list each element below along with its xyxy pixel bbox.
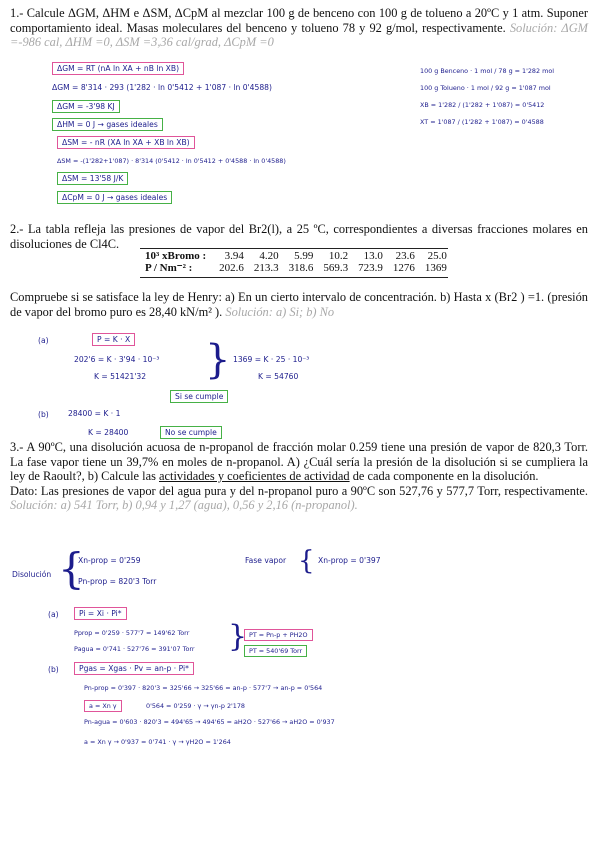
table-cell: 5.99	[294, 250, 314, 262]
p2-part-a-label: (a)	[38, 336, 49, 345]
problem-2-text2: Compruebe si se satisface la ley de Henry: a) En un cierto intervalo de concentración. b) Hasta x (Br2 ) =1. (presión de vapor del bromo puro es 28,40 kN/m² ).	[10, 290, 588, 319]
table-cell: 202.6	[219, 262, 244, 274]
table-row-pressure	[140, 262, 452, 274]
p1-entropy-formula: ΔSM = - nR (XA ln XA + XB ln XB)	[57, 136, 195, 149]
p3-pt-value: PT = 540'69 Torr	[244, 645, 307, 657]
p3-disolucion-label: Disolución	[12, 570, 52, 579]
p1-fraction-toluene: XT = 1'087 / (1'282 + 1'087) = 0'4588	[420, 118, 544, 126]
table-cell: 318.6	[288, 262, 314, 274]
p3-p-agua: Pagua = 0'741 · 527'76 = 391'07 Torr	[74, 645, 195, 653]
p2-henry-law: P = K · X	[92, 333, 135, 346]
brace: }	[228, 619, 248, 654]
p3-x-nprop: Xn-prop = 0'259	[78, 556, 141, 565]
table-bottom-rule	[140, 277, 448, 278]
table-cell: 569.3	[323, 262, 349, 274]
table-label-fraction: 10³ xBromo :	[145, 250, 207, 262]
p3-activity-water: Pn-agua = 0'603 · 820'3 = 494'65 → 494'65 = aH2O · 527'66 → aH2O = 0'937	[84, 718, 335, 726]
p3-fase-vapor-label: Fase vapor	[245, 556, 287, 565]
p3-activity-propanol: Pn-prop = 0'397 · 820'3 = 325'66 → 325'66 = an-p · 577'7 → an-p = 0'564	[84, 684, 323, 692]
p3-part-b-label: (b)	[48, 665, 59, 674]
problem-2-statement: 2.- La tabla refleja las presiones de vapor del Br2(l), a 25 ºC, correspondientes a diversas fracciones molares en disoluciones de Cl4C.	[10, 222, 588, 251]
p3-p-nprop: Pn-prop = 820'3 Torr	[78, 577, 157, 586]
p2-eq2: 1369 = K · 25 · 10⁻³	[233, 355, 310, 364]
p1-heat-capacity-result: ΔCpM = 0 J → gases ideales	[57, 191, 172, 204]
p3-gamma-propanol: 0'564 = 0'259 · γ → γn-p 2'178	[146, 702, 245, 710]
problem-2-solution: Solución: a) Si; b) No	[225, 304, 335, 319]
problem-3-text-a: 3.- A 90ºC, una disolución acuosa de n-propanol de fracción molar 0.259 tiene una presión de vapor de 820,3 Torr. La fase vapor tiene un 39,7% en moles de n-propanol. A) ¿Cuál sería la presión de la disolución si se cumpliera la ley de Raoult?, b) Calcule las	[10, 440, 588, 484]
table-cell: 13.0	[363, 250, 383, 262]
p2-part-b-label: (b)	[38, 410, 49, 419]
p2-conclusion-b: No se cumple	[160, 426, 222, 439]
brace: {	[58, 544, 85, 593]
p2-eq1: 202'6 = K · 3'94 · 10⁻³	[74, 355, 160, 364]
table-cell: 10.2	[328, 250, 349, 262]
p1-gibbs-substitution: ΔGM = 8'314 · 293 (1'282 · ln 0'5412 + 1'087 · ln 0'4588)	[52, 83, 272, 92]
table-cell: 3.94	[224, 250, 244, 262]
table-cell: 213.3	[253, 262, 279, 274]
problem-1-statement	[10, 6, 588, 50]
p3-raoult-law: Pi = Xi · Pi*	[74, 607, 127, 620]
table-top-rule	[140, 248, 448, 249]
problem-3-text-b: de cada componente en la disolución.	[352, 469, 539, 484]
table-cell: 25.0	[427, 250, 447, 262]
p2-conclusion-a: Si se cumple	[170, 390, 228, 403]
p3-activity-definition: Pgas = Xgas · Pv = an-p · Pi*	[74, 662, 194, 675]
p2-k2: K = 54760	[258, 372, 299, 381]
p1-entropy-substitution: ΔSM = -(1'282+1'087) · 8'314 (0'5412 · ln 0'5412 + 0'4588 · ln 0'4588)	[57, 157, 286, 165]
p3-p-prop: Pprop = 0'259 · 577'7 = 149'62 Torr	[74, 629, 190, 637]
p1-enthalpy-result: ΔHM = 0 J → gases ideales	[52, 118, 163, 131]
p1-gibbs-formula: ΔGM = RT (nA ln XA + nB ln XB)	[52, 62, 184, 75]
vapor-pressure-table	[140, 250, 452, 274]
p3-gamma-definition: a = Xn γ	[84, 700, 122, 712]
brace: {	[298, 546, 315, 576]
table-cell: 1276	[392, 262, 415, 274]
problem-3-solution: Solución: a) 541 Torr, b) 0,94 y 1,27 (agua), 0,56 y 2,16 (n-propanol).	[10, 498, 358, 513]
p1-moles-benzene: 100 g Benceno · 1 mol / 78 g = 1'282 mol	[420, 67, 555, 75]
problem-1-text: 1.- Calcule ΔGM, ΔHM e ΔSM, ΔCpM al mezclar 100 g de benceno con 100 g de tolueno a 20ºC y 1 atm. Suponer comportamiento ideal. Masas moleculares del benceno y tolueno 78 y 92 g/mol, respectivamente.	[10, 6, 588, 35]
p1-entropy-result: ΔSM = 13'58 J/K	[57, 172, 128, 185]
table-cell: 23.6	[395, 250, 415, 262]
table-cell: 1369	[424, 262, 447, 274]
problem-2-question	[10, 290, 588, 319]
p2-eq3: 28400 = K · 1	[68, 409, 121, 418]
p3-part-a-label: (a)	[48, 610, 59, 619]
table-cell: 723.9	[358, 262, 383, 274]
p2-k1: K = 51421'32	[94, 372, 147, 381]
problem-3-underlined: actividades y coeficientes de actividad	[159, 469, 350, 484]
p1-fraction-benzene: XB = 1'282 / (1'282 + 1'087) = 0'5412	[420, 101, 545, 109]
p1-moles-toluene: 100 g Tolueno · 1 mol / 92 g = 1'087 mol	[420, 84, 551, 92]
problem-3-statement	[10, 440, 588, 513]
table-label-pressure: P / Nm⁻² :	[145, 262, 193, 274]
problem-1-solution: Solución: ΔGM =-986 cal, ΔHM =0, ΔSM =3,36 cal/grad, ΔCpM =0	[10, 20, 588, 50]
problem-3-text-c: Dato: Las presiones de vapor del agua pura y del n-propanol puro a 90ºC son 527,76 y 577,7 Torr, respectivamente.	[10, 483, 588, 498]
p3-xv-nprop: Xn-prop = 0'397	[318, 556, 381, 565]
p2-k3: K = 28400	[88, 428, 129, 437]
table-cell: 4.20	[259, 250, 279, 262]
p3-pt-sum: PT = Pn-p + PH2O	[244, 629, 313, 641]
table-row-fraction	[140, 250, 452, 262]
p3-gamma-water: a = Xn γ → 0'937 = 0'741 · γ → γH2O = 1'264	[84, 738, 231, 746]
brace: }	[205, 337, 231, 383]
p1-gibbs-result: ΔGM = -3'98 KJ	[52, 100, 120, 113]
